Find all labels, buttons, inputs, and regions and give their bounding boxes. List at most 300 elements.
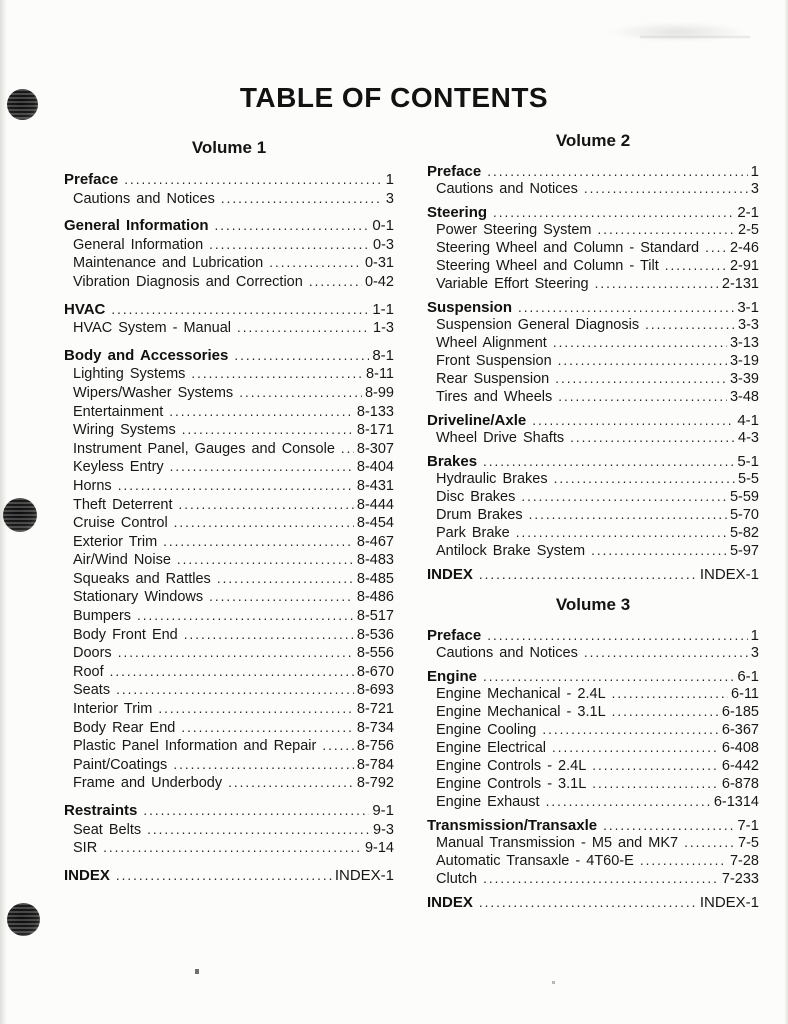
toc-entry (64, 190, 394, 209)
dot-leader (595, 275, 719, 293)
dot-leader (111, 301, 369, 320)
entry-page-number: INDEX-1 (334, 866, 394, 884)
toc-entry (427, 627, 759, 644)
entry-page-number: 5-59 (729, 489, 759, 505)
dot-leader (555, 370, 727, 388)
toc-entry (427, 334, 759, 352)
dot-leader (118, 644, 354, 663)
binder-hole-mark (7, 903, 40, 936)
dot-leader (181, 719, 354, 738)
dot-leader (483, 453, 734, 470)
dot-leader (191, 365, 363, 384)
entry-page-number: 6-1 (737, 668, 759, 685)
entry-label: Stationary Windows (73, 589, 204, 606)
entry-label: Seats (73, 682, 111, 699)
toc-entry (64, 440, 394, 459)
entry-page-number: 7-1 (737, 817, 759, 834)
entry-page-number: 4-3 (738, 430, 759, 446)
toc-entry (64, 171, 394, 190)
toc-entry (64, 384, 394, 403)
dot-leader (322, 737, 354, 756)
entry-page-number: 3-19 (729, 353, 759, 369)
dot-leader (143, 802, 369, 821)
toc-entry (427, 757, 759, 775)
toc-entry (64, 217, 394, 236)
dot-leader (592, 757, 719, 775)
entry-page-number: 1 (750, 627, 759, 644)
toc-entry (64, 273, 394, 292)
toc-group (427, 566, 759, 583)
toc-entry (64, 477, 394, 496)
entry-page-number: 1-3 (373, 320, 394, 337)
entry-label: Wheel Drive Shafts (436, 430, 565, 446)
toc-entry (64, 458, 394, 477)
toc-entry (427, 163, 759, 180)
entry-page-number: 6-185 (721, 704, 759, 720)
toc-entry (64, 821, 394, 840)
entry-page-number: 8-133 (356, 403, 394, 420)
page-title: TABLE OF CONTENTS (239, 82, 549, 113)
dot-leader (479, 894, 697, 911)
toc-entry (427, 524, 759, 542)
toc-entry (427, 852, 759, 870)
entry-label: Cautions and Notices (73, 190, 215, 207)
entry-page-number: 2-46 (729, 240, 759, 256)
entry-page-number: 2-1 (737, 204, 759, 221)
dot-leader (584, 180, 748, 198)
volume-heading: Volume 1 (191, 138, 267, 157)
toc-entry (64, 421, 394, 440)
entry-page-number: 1-1 (372, 300, 394, 318)
volume-heading: Volume 3 (555, 595, 631, 614)
dot-leader (546, 793, 711, 811)
dot-leader (598, 221, 736, 239)
entry-page-number: 8-467 (356, 533, 394, 550)
entry-label: Frame and Underbody (73, 775, 223, 792)
entry-page-number: 8-792 (356, 775, 394, 792)
toc-entry (427, 352, 759, 370)
scan-speck (195, 969, 199, 974)
dot-leader (591, 542, 727, 560)
entry-page-number: 3 (750, 181, 759, 197)
toc-entry (64, 774, 394, 793)
dot-leader (665, 257, 727, 275)
dot-leader (570, 429, 735, 447)
entry-label: Driveline/Axle (427, 412, 527, 429)
toc-group (427, 163, 759, 198)
dot-leader (177, 551, 354, 570)
toc-entry (427, 668, 759, 685)
entry-page-number: 3 (385, 190, 394, 207)
dot-leader (147, 821, 370, 840)
entry-label: Wheel Alignment (436, 335, 547, 351)
entry-label: Bumpers (73, 608, 132, 625)
entry-page-number: 9-1 (372, 802, 394, 819)
entry-page-number: 0-3 (373, 236, 394, 253)
entry-page-number: 6-367 (721, 722, 759, 738)
dot-leader (483, 870, 719, 888)
toc-entry (427, 257, 759, 275)
entry-label: Preface (427, 627, 482, 644)
entry-page-number: 7-28 (729, 853, 759, 869)
entry-label: Engine Cooling (436, 722, 537, 738)
toc-entry (64, 236, 394, 255)
entry-label: HVAC (64, 300, 106, 318)
toc-entry (427, 685, 759, 703)
toc-entry (64, 644, 394, 663)
scan-smudge-mark (608, 22, 748, 42)
dot-leader (116, 681, 354, 700)
entry-label: SIR (73, 840, 98, 857)
entry-page-number: 6-878 (721, 776, 759, 792)
toc-entry (64, 496, 394, 515)
entry-label: Manual Transmission - M5 and MK7 (436, 835, 679, 851)
entry-page-number: 5-5 (738, 471, 759, 487)
entry-label: Antilock Brake System (436, 543, 586, 559)
toc-entry (427, 275, 759, 293)
entry-label: Engine Mechanical - 3.1L (436, 704, 606, 720)
dot-leader (518, 299, 734, 316)
entry-page-number: 6-1314 (713, 794, 759, 810)
entry-label: Cautions and Notices (436, 645, 578, 661)
dot-leader (483, 668, 734, 685)
entry-page-number: 8-486 (356, 589, 394, 606)
dot-leader (169, 403, 354, 422)
entry-page-number: 2-5 (738, 222, 759, 238)
dot-leader (532, 412, 734, 429)
toc-column-volume-1 (64, 138, 394, 885)
entry-page-number: 0-1 (372, 217, 394, 235)
entry-page-number: 3-39 (729, 371, 759, 387)
entry-page-number: 2-91 (729, 258, 759, 274)
entry-label: Preface (427, 163, 482, 180)
toc-entry (64, 514, 394, 533)
entry-label: INDEX (64, 866, 110, 884)
toc-entry (427, 775, 759, 793)
entry-label: Wiring Systems (73, 422, 176, 439)
dot-leader (209, 588, 354, 607)
entry-label: Engine Exhaust (436, 794, 540, 810)
toc-entry (427, 470, 759, 488)
entry-page-number: 8-784 (356, 756, 394, 773)
scan-smudge-line (640, 36, 750, 38)
dot-leader (103, 839, 362, 858)
entry-label: INDEX (427, 566, 473, 583)
toc-entry (427, 542, 759, 560)
toc-entry (427, 299, 759, 316)
entry-label: General Information (73, 236, 204, 253)
entry-label: INDEX (427, 894, 473, 911)
entry-page-number: 2-131 (721, 276, 759, 292)
entry-label: Brakes (427, 453, 478, 470)
entry-label: Rear Suspension (436, 371, 550, 387)
toc-entry (427, 453, 759, 470)
entry-page-number: 8-483 (356, 552, 394, 569)
dot-leader (116, 867, 332, 886)
entry-label: Roof (73, 663, 104, 680)
volume-section (64, 138, 394, 885)
entry-page-number: 6-442 (721, 758, 759, 774)
toc-entry (64, 570, 394, 589)
dot-leader (552, 739, 719, 757)
toc-entry (427, 221, 759, 239)
toc-entry (427, 370, 759, 388)
entry-label: Hydraulic Brakes (436, 471, 548, 487)
toc-entry (427, 721, 759, 739)
toc-entry (64, 588, 394, 607)
entry-page-number: 6-408 (721, 740, 759, 756)
toc-entry (427, 817, 759, 834)
toc-group (427, 668, 759, 811)
toc-group (427, 627, 759, 662)
entry-label: Steering Wheel and Column - Standard (436, 240, 700, 256)
entry-label: Body and Accessories (64, 346, 229, 364)
entry-page-number: 9-3 (373, 821, 394, 838)
entry-label: Engine Controls - 3.1L (436, 776, 587, 792)
entry-page-number: 8-721 (356, 701, 394, 718)
toc-entry (427, 316, 759, 334)
entry-page-number: 3 (750, 645, 759, 661)
entry-label: Restraints (64, 802, 138, 819)
entry-label: Automatic Transaxle - 4T60-E (436, 853, 634, 869)
entry-label: Theft Deterrent (73, 496, 173, 513)
volume-section (427, 131, 759, 583)
dot-leader (487, 163, 747, 180)
dot-leader (553, 334, 727, 352)
toc-entry (64, 839, 394, 858)
dot-leader (217, 570, 354, 589)
dot-leader (612, 703, 719, 721)
dot-leader (209, 236, 370, 255)
entry-page-number: 5-1 (737, 453, 759, 470)
dot-leader (179, 496, 354, 515)
entry-page-number: 3-3 (738, 317, 759, 333)
dot-leader (163, 533, 354, 552)
dot-leader (554, 470, 735, 488)
entry-page-number: 8-171 (356, 422, 394, 439)
toc-entry (427, 239, 759, 257)
toc-group (64, 347, 394, 793)
entry-label: Exterior Trim (73, 533, 158, 550)
entry-label: Engine Controls - 2.4L (436, 758, 587, 774)
toc-entry (64, 607, 394, 626)
toc-entry (427, 388, 759, 406)
toc-group (427, 817, 759, 888)
toc-entry (427, 870, 759, 888)
toc-group (427, 299, 759, 406)
entry-label: Clutch (436, 871, 478, 887)
entry-page-number: 8-444 (356, 496, 394, 513)
binder-hole-mark (3, 498, 37, 532)
toc-entry (64, 802, 394, 821)
entry-page-number: 1 (385, 171, 394, 188)
toc-entry (427, 204, 759, 221)
entry-label: Instrument Panel, Gauges and Console (73, 440, 335, 457)
toc-entry (427, 703, 759, 721)
toc-entry (427, 180, 759, 198)
entry-label: Cruise Control (73, 515, 168, 532)
page-edge-shading-right (784, 0, 788, 1024)
entry-label: Keyless Entry (73, 459, 164, 476)
entry-label: Squeaks and Rattles (73, 570, 211, 587)
entry-label: Engine Mechanical - 2.4L (436, 686, 606, 702)
entry-label: HVAC System - Manual (73, 320, 232, 337)
toc-group (64, 802, 394, 858)
entry-label: Body Front End (73, 626, 178, 643)
entry-label: Engine Electrical (436, 740, 546, 756)
toc-entry (64, 737, 394, 756)
dot-leader (603, 817, 734, 834)
entry-label: Suspension General Diagnosis (436, 317, 640, 333)
entry-label: Disc Brakes (436, 489, 516, 505)
entry-page-number: 7-5 (738, 835, 759, 851)
dot-leader (158, 700, 354, 719)
entry-page-number: 8-517 (356, 608, 394, 625)
dot-leader (542, 721, 719, 739)
entry-page-number: 1 (750, 163, 759, 180)
volume-section (427, 595, 759, 911)
toc-entry (64, 319, 394, 338)
dot-leader (558, 352, 727, 370)
toc-group (64, 301, 394, 338)
dot-leader (170, 458, 354, 477)
dot-leader (584, 644, 748, 662)
entry-label: Steering Wheel and Column - Tilt (436, 258, 659, 274)
toc-group (64, 867, 394, 886)
entry-label: Tires and Wheels (436, 389, 553, 405)
entry-label: Cautions and Notices (436, 181, 578, 197)
entry-page-number: 5-82 (729, 525, 759, 541)
toc-entry (64, 681, 394, 700)
dot-leader (221, 190, 383, 209)
scan-speck (552, 981, 555, 984)
toc-group (427, 453, 759, 560)
toc-entry (427, 834, 759, 852)
toc-entry (64, 719, 394, 738)
toc-entry (64, 551, 394, 570)
toc-entry (64, 254, 394, 273)
dot-leader (521, 488, 727, 506)
dot-leader (182, 421, 354, 440)
entry-label: Steering (427, 204, 488, 221)
toc-entry (427, 644, 759, 662)
entry-label: General Information (64, 217, 209, 235)
dot-leader (558, 388, 727, 406)
entry-page-number: 8-11 (366, 366, 394, 383)
toc-entry (64, 626, 394, 645)
toc-entry (64, 756, 394, 775)
toc-group (427, 412, 759, 447)
dot-leader (124, 171, 382, 190)
toc-entry (64, 533, 394, 552)
entry-label: Doors (73, 645, 112, 662)
toc-entry (64, 663, 394, 682)
entry-label: Lighting Systems (73, 366, 186, 383)
entry-label: Drum Brakes (436, 507, 523, 523)
entry-page-number: 8-431 (356, 477, 394, 494)
entry-label: Vibration Diagnosis and Correction (73, 273, 303, 290)
entry-page-number: 3-1 (737, 299, 759, 316)
entry-page-number: 0-42 (364, 273, 394, 290)
entry-page-number: 8-756 (356, 738, 394, 755)
entry-page-number: 8-536 (356, 626, 394, 643)
entry-page-number: 8-99 (364, 384, 394, 401)
dot-leader (341, 440, 354, 459)
toc-entry (427, 488, 759, 506)
dot-leader (645, 316, 735, 334)
dot-leader (237, 319, 370, 338)
entry-page-number: 8-307 (356, 440, 394, 457)
dot-leader (215, 217, 370, 236)
entry-page-number: 7-233 (721, 871, 759, 887)
dot-leader (269, 254, 362, 273)
entry-page-number: 9-14 (364, 840, 394, 857)
entry-page-number: 8-404 (356, 459, 394, 476)
entry-page-number: 8-556 (356, 645, 394, 662)
entry-page-number: 8-734 (356, 719, 394, 736)
entry-label: Transmission/Transaxle (427, 817, 598, 834)
toc-entry (64, 867, 394, 886)
entry-page-number: 8-1 (372, 346, 394, 364)
entry-label: Park Brake (436, 525, 510, 541)
entry-label: Suspension (427, 299, 513, 316)
entry-page-number: 8-670 (356, 663, 394, 680)
entry-label: Body Rear End (73, 719, 176, 736)
dot-leader (118, 477, 354, 496)
entry-page-number: 5-97 (729, 543, 759, 559)
entry-label: Horns (73, 477, 112, 494)
dot-leader (529, 506, 727, 524)
entry-label: Paint/Coatings (73, 756, 168, 773)
entry-label: Front Suspension (436, 353, 552, 369)
toc-group (64, 217, 394, 291)
dot-leader (309, 273, 362, 292)
toc-entry (64, 347, 394, 366)
entry-label: Maintenance and Lubrication (73, 255, 264, 272)
toc-group (427, 894, 759, 911)
dot-leader (640, 852, 727, 870)
toc-group (427, 204, 759, 293)
toc-entry (64, 403, 394, 422)
entry-page-number: 8-485 (356, 570, 394, 587)
entry-label: Preface (64, 171, 119, 188)
toc-column-volumes-2-3 (427, 131, 759, 911)
entry-label: Seat Belts (73, 821, 142, 838)
dot-leader (612, 685, 728, 703)
dot-leader (479, 566, 697, 583)
dot-leader (493, 204, 734, 221)
dot-leader (592, 775, 719, 793)
toc-entry (427, 739, 759, 757)
toc-entry (427, 429, 759, 447)
entry-page-number: 3-13 (729, 335, 759, 351)
dot-leader (110, 663, 354, 682)
dot-leader (684, 834, 735, 852)
entry-label: Air/Wind Noise (73, 552, 171, 569)
entry-page-number: 3-48 (729, 389, 759, 405)
toc-entry (427, 506, 759, 524)
entry-page-number: 4-1 (737, 412, 759, 429)
entry-page-number: 8-454 (356, 515, 394, 532)
dot-leader (516, 524, 727, 542)
entry-page-number: 0-31 (364, 255, 394, 272)
entry-label: Interior Trim (73, 701, 153, 718)
dot-leader (174, 514, 354, 533)
entry-label: Plastic Panel Information and Repair (73, 738, 317, 755)
toc-entry (64, 365, 394, 384)
entry-label: Wipers/Washer Systems (73, 384, 234, 401)
toc-group (64, 171, 394, 208)
